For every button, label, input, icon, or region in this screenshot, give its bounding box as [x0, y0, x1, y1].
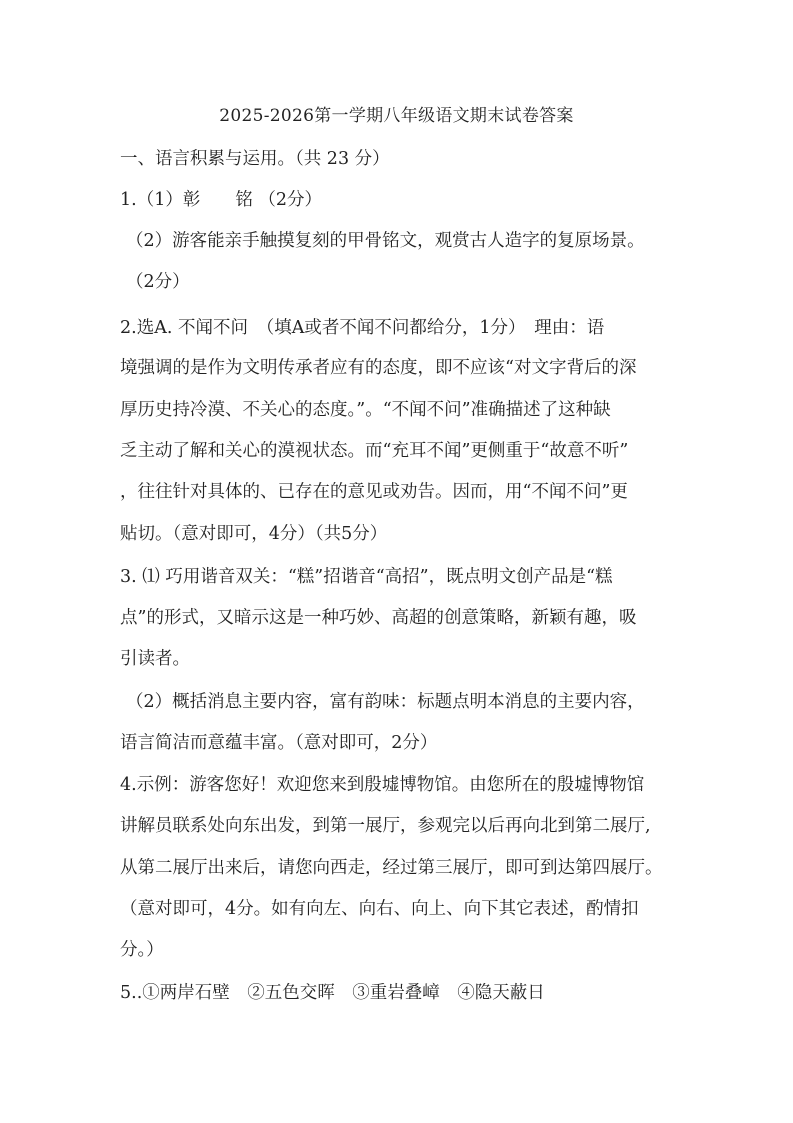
answer-line: 1.（1）彰 铭 （2分）	[120, 190, 323, 210]
answer-line: 2.选A. 不闻不问 （填A或者不闻不问都给分，1分） 理由：语	[120, 318, 605, 338]
answer-line: （2分）	[126, 272, 190, 292]
answer-line: 4.示例：游客您好！欢迎您来到殷墟博物馆。由您所在的殷墟博物馆	[120, 775, 645, 795]
answer-line: 乏主动了解和关心的漠视状态。而“充耳不闻”更侧重于“故意不听”	[120, 441, 629, 461]
answer-line: 讲解员联系处向东出发，到第一展厅，参观完以后再向北到第二展厅,	[120, 816, 651, 836]
answer-line: 5..①两岸石壁 ②五色交晖 ③重岩叠嶂 ④隐天蔽日	[120, 983, 545, 1003]
answer-line: 3. ⑴ 巧用谐音双关：“糕”招谐音“高招”，既点明文创产品是“糕	[120, 567, 613, 587]
answer-line: （2）概括消息主要内容，富有韵味：标题点明本消息的主要内容，	[126, 692, 645, 712]
page-title: 2025-2026第一学期八年级语文期末试卷答案	[219, 106, 574, 126]
answer-line: 贴切。（意对即可，4分）（共5分）	[120, 524, 388, 544]
section-heading: 一、语言积累与运用。（共 23 分）	[120, 149, 390, 169]
answer-line: 分。）	[120, 940, 164, 960]
answer-line: 点”的形式，又暗示这是一种巧妙、高超的创意策略，新颖有趣，吸	[120, 608, 637, 628]
answer-line: （2）游客能亲手触摸复刻的甲骨铭文，观赏古人造字的复原场景。	[126, 231, 645, 251]
answer-line: 引读者。	[120, 649, 190, 669]
answer-line: 从第二展厅出来后，请您向西走，经过第三展厅，即可到达第四展厅。	[120, 858, 663, 878]
answer-line: 厚历史持冷漠、不关心的态度。”。“不闻不问”准确描述了这种缺	[120, 400, 611, 420]
answer-line: 语言简洁而意蕴丰富。（意对即可，2分）	[120, 733, 438, 753]
answer-line: ，往往针对具体的、已存在的意见或劝告。因而，用“不闻不问”更	[120, 482, 628, 502]
answer-line: （意对即可，4分。如有向左、向右、向上、向下其它表述，酌情扣	[120, 899, 639, 919]
answer-line: 境强调的是作为文明传承者应有的态度，即不应该“对文字背后的深	[120, 358, 637, 378]
